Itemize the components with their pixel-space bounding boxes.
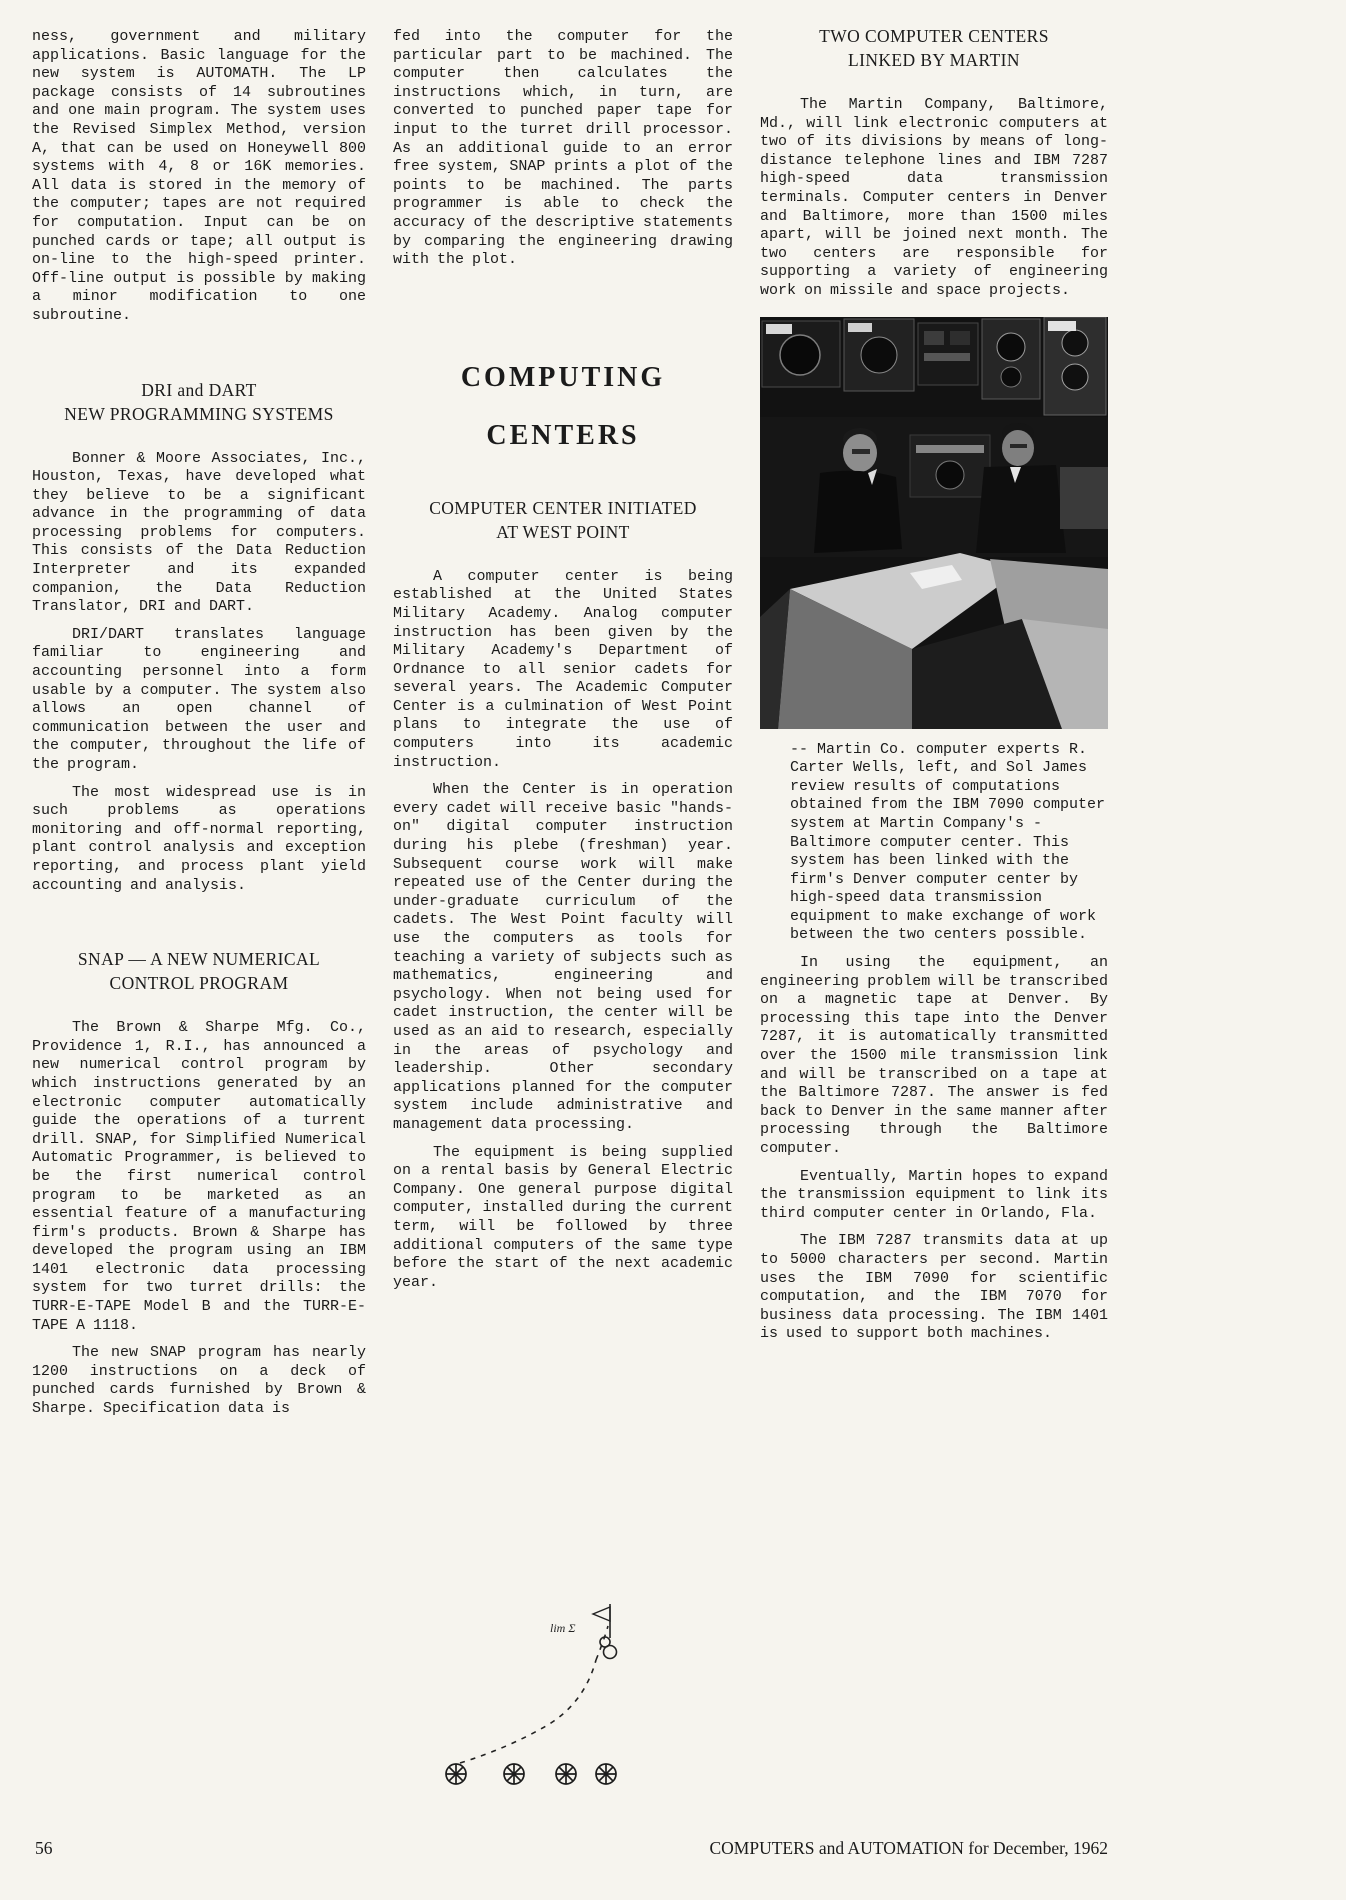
- three-column-layout: [32, 28, 1108, 1419]
- wheel-icon: [596, 1764, 616, 1784]
- martin-photo: [760, 317, 1108, 729]
- snap-continuation-paragraph: fed into the computer for the particular part to be machined. The computer then calculates the instructions which, in turn, are converted to punched paper tape for input to the turret drill processor. As an additional guide to an error free system, SNAP prints a plot of the points to be machined. The parts programmer is able to check the accuracy of the descriptive statements by comparing the engineering drawing with the plot.: [393, 28, 733, 269]
- snap-paragraph-1: The Brown & Sharpe Mfg. Co., Providence 1, R.I., has announced a new numerical control program by which instructions generated by an electronic computer automatically guide the operations of a turrent drill. SNAP, for Simplified Numerical Automatic Programmer, is believed to be the first numerical control program to be marketed as an essential feature of a manufacturing firm's products. Brown & Sharpe has developed the program using an IBM 1401 electronic data processing system for two turret drills: the TURR-E-TAPE Model B and the TURR-E-TAPE A 1118.: [32, 1019, 366, 1334]
- column-right: [760, 28, 1108, 1419]
- dri-paragraph-3: The most widespread use is in such problems as operations monitoring and off-normal reporting, plant control analysis and exception reporting, and process plant yield accounting and analysis.: [32, 783, 366, 894]
- west-point-paragraph-1: A computer center is being established at the United States Military Academy. Analog computer instruction has been given by the Military Academy's Department of Ordnance to all senior cadets for several years. The Academic Computer Center is a culmination of West Point plans to integrate the use of computers into its academic instruction.: [393, 567, 733, 771]
- trajectory-doodle-image: [438, 1598, 663, 1803]
- heading-line: SNAP — A NEW NUMERICAL: [77, 949, 321, 970]
- martin-photo-image: [760, 317, 1108, 729]
- heading-line: TWO COMPUTER CENTERS: [819, 26, 1049, 46]
- heading-line: DRI and DART: [141, 379, 257, 400]
- heading-line: CENTERS: [486, 419, 640, 451]
- heading-line: COMPUTING: [460, 361, 666, 393]
- heading-line: COMPUTER CENTER INITIATED: [429, 497, 697, 518]
- journal-title-line: COMPUTERS and AUTOMATION for December, 1962: [709, 1838, 1108, 1858]
- martin-article-heading: [760, 24, 1108, 72]
- heading-line: CONTROL PROGRAM: [109, 973, 289, 994]
- west-point-paragraph-2: When the Center is in operation every cadet will receive basic "hands-on" digital computer instruction during his plebe (freshman) year. Subsequent course work will make repeated use of the Center during the under-graduate curriculum of the cadets. The West Point faculty will use the computers as tools for teaching a variety of subjects such as mathematics, engineering and psychology. When not being used for cadet instruction, the center will be used as an aid to research, especially in the areas of psychology and leadership. Other secondary applications planned for the computer system include administrative and management data processing.: [393, 781, 733, 1133]
- magazine-page: [32, 28, 1108, 1419]
- column-middle: [393, 28, 733, 1419]
- dri-paragraph-2: DRI/DART translates language familiar to engineering and accounting personnel into a form usable by a computer. The system also allows an open channel of communication between the user and the computer, throughout the life of the program.: [32, 625, 366, 773]
- computing-centers-section-heading: [393, 362, 733, 452]
- dri-dart-article-heading: [32, 378, 366, 426]
- heading-line: AT WEST POINT: [496, 521, 630, 542]
- wheel-icon: [446, 1764, 466, 1784]
- trajectory-doodle-cartoon: [438, 1598, 663, 1803]
- page-footer: [35, 1838, 1108, 1859]
- dri-paragraph-1: Bonner & Moore Associates, Inc., Houston, Texas, have developed what they believe to be a significant advance in the programming of data processing problems for computers. This consists of the Data Reduction Interpreter and its expanded companion, the Data Reduction Translator, DRI and DART.: [32, 449, 366, 616]
- heading-line: LINKED BY MARTIN: [848, 50, 1020, 70]
- west-point-article-heading: [393, 496, 733, 544]
- martin-paragraph-2: In using the equipment, an engineering problem will be transcribed on a magnetic tape at Denver. By processing this tape into the Denver 7287, it is automatically transmitted over the 1500 mile transmission link and will be transcribed on a tape at the Baltimore 7287. The answer is fed back to Denver in the same manner after processing through the Baltimore computer.: [760, 954, 1108, 1157]
- page-number: 56: [35, 1838, 53, 1858]
- photo-caption: -- Martin Co. computer experts R. Carter Wells, left, and Sol James review results of computations obtained from the IBM 7090 computer system at Martin Company's - Baltimore computer center. This system has been linked with the firm's Denver computer center by high-speed data transmission equipment to make exchange of work between the two centers possible.: [790, 740, 1106, 944]
- snap-article-heading: [32, 947, 366, 995]
- wheel-icon: [556, 1764, 576, 1784]
- wheel-icon: [504, 1764, 524, 1784]
- heading-line: NEW PROGRAMMING SYSTEMS: [64, 403, 334, 424]
- doodle-annotation: lim Σ: [550, 1621, 576, 1635]
- martin-paragraph-1: The Martin Company, Baltimore, Md., will link electronic computers at two of its divisions by means of long-distance telephone lines and IBM 7287 high-speed data transmission terminals. Computer centers in Denver and Baltimore, more than 1500 miles apart, will be joined next month. The two centers are responsible for supporting a variety of engineering work on missile and space projects.: [760, 96, 1108, 299]
- west-point-paragraph-3: The equipment is being supplied on a rental basis by General Electric Company. One general purpose digital computer, installed during the current term, will be followed by three additional computers of the same type before the start of the next academic year.: [393, 1143, 733, 1291]
- automath-continuation-paragraph: ness, government and military applications. Basic language for the new system is AUTOMATH. The LP package consists of 14 subroutines and one main program. The system uses the Revised Simplex Method, version A, that can be used on Honeywell 800 systems with 4, 8 or 16K memories. All data is stored in the memory of the computer; tapes are not required for computation. Input can be on punched cards or tape; all output is on-line to the high-speed printer. Off-line output is possible by making a minor modification to one subroutine.: [32, 28, 366, 324]
- martin-paragraph-3: Eventually, Martin hopes to expand the transmission equipment to link its third computer center in Orlando, Fla.: [760, 1167, 1108, 1222]
- martin-paragraph-4: The IBM 7287 transmits data at up to 5000 characters per second. Martin uses the IBM 7090 for scientific computation, and the IBM 7070 for business data processing. The IBM 1401 is used to support both machines.: [760, 1232, 1108, 1343]
- snap-paragraph-2: The new SNAP program has nearly 1200 instructions on a deck of punched cards furnished by Brown & Sharpe. Specification data is: [32, 1344, 366, 1418]
- column-left: [32, 28, 366, 1419]
